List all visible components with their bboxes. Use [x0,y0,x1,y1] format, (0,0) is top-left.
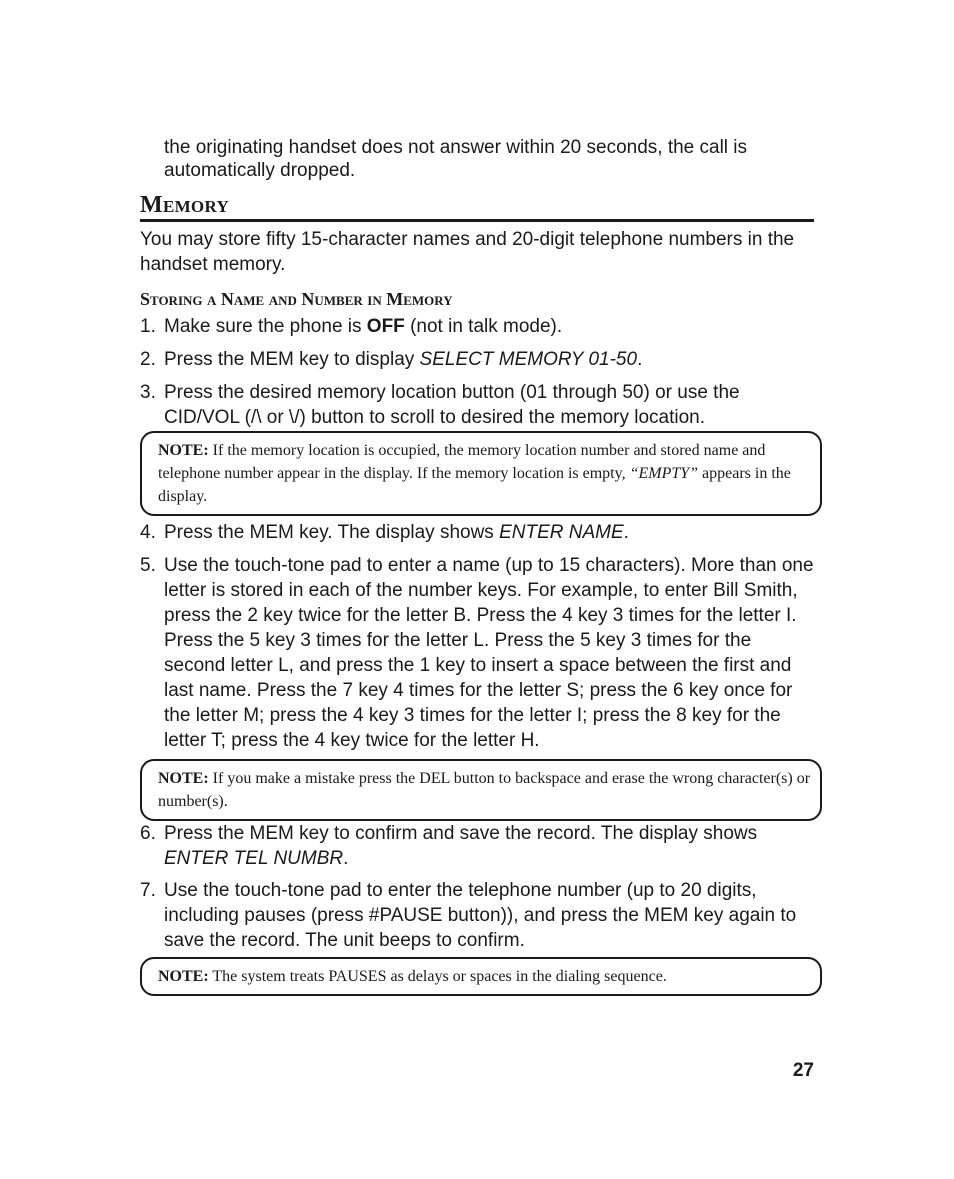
subsection-heading: Storing a Name and Number in Memory [140,289,453,309]
page-number: 27 [792,1060,814,1081]
display-text: ENTER NAME [499,522,624,543]
section-title: Memory [140,192,230,218]
step-text: Use the touch-tone pad to enter a name (up to 15 characters). More than one letter is stored in each of the number keys. For example, to enter Bill Smith, press the 2 key twice for the letter B. Press the 4 key 3 times for the letter I. Press the 5 key 3 times for the letter L. Press the 5 key 3 times for the second letter L, and press the 1 key to insert a space between the first and last name. Press the 7 key 4 times for the letter S; press the 6 key once for the letter M; press the 4 key 3 times for the letter I; press the 8 key for the letter T; press the 4 key twice for the letter H. [164,555,814,751]
step-number: 3. [140,382,156,403]
step-2 [140,347,814,372]
note-box: NOTE: The system treats PAUSES as delays or spaces in the dialing sequence. [140,957,822,996]
note-label: NOTE: [158,968,209,985]
step-5 [140,553,814,753]
step-text: Make sure the phone is OFF (not in talk mode). [164,316,563,337]
step-number: 4. [140,522,156,543]
step-number: 7. [140,880,156,901]
step-text: Press the MEM key. The display shows ENTER NAME. [164,522,629,543]
step-1 [140,314,814,339]
empty-text: “EMPTY” [629,465,699,482]
note-box: NOTE: If the memory location is occupied, the memory location number and stored name and telephone number appear in the display. If the memory location is empty, “EMPTY” appears in the display. [140,431,822,516]
step-number: 6. [140,823,156,844]
step-7 [140,878,814,953]
off-label: OFF [366,316,405,337]
step-number: 5. [140,555,156,576]
step-number: 2. [140,349,156,370]
step-number: 1. [140,316,156,337]
step-text: Press the MEM key to display SELECT MEMORY 01-50. [164,349,643,370]
note-label: NOTE: [158,442,209,459]
step-3 [140,380,814,430]
lead-paragraph: You may store fifty 15-character names and 20-digit telephone numbers in the handset memory. [140,229,795,275]
step-4 [140,520,814,545]
display-text: ENTER TEL NUMBR [164,848,344,869]
note-label: NOTE: [158,770,209,787]
note-box: NOTE: If you make a mistake press the DEL button to backspace and erase the wrong character(s) or number(s). [140,759,822,821]
intro-paragraph: the originating handset does not answer within 20 seconds, the call is automatically dropped. [164,137,748,181]
display-text: SELECT MEMORY 01-50 [419,349,638,370]
step-6 [140,821,814,871]
step-text: Press the MEM key to confirm and save the record. The display shows ENTER TEL NUMBR. [164,823,758,869]
step-text: Press the desired memory location button (01 through 50) or use the CID/VOL (/\ or \/) button to scroll to desired the memory location. [164,382,740,428]
step-text: Use the touch-tone pad to enter the telephone number (up to 20 digits, including pauses (press #PAUSE button)), and press the MEM key again to save the record. The unit beeps to confirm. [164,880,797,951]
section-rule [140,219,814,222]
